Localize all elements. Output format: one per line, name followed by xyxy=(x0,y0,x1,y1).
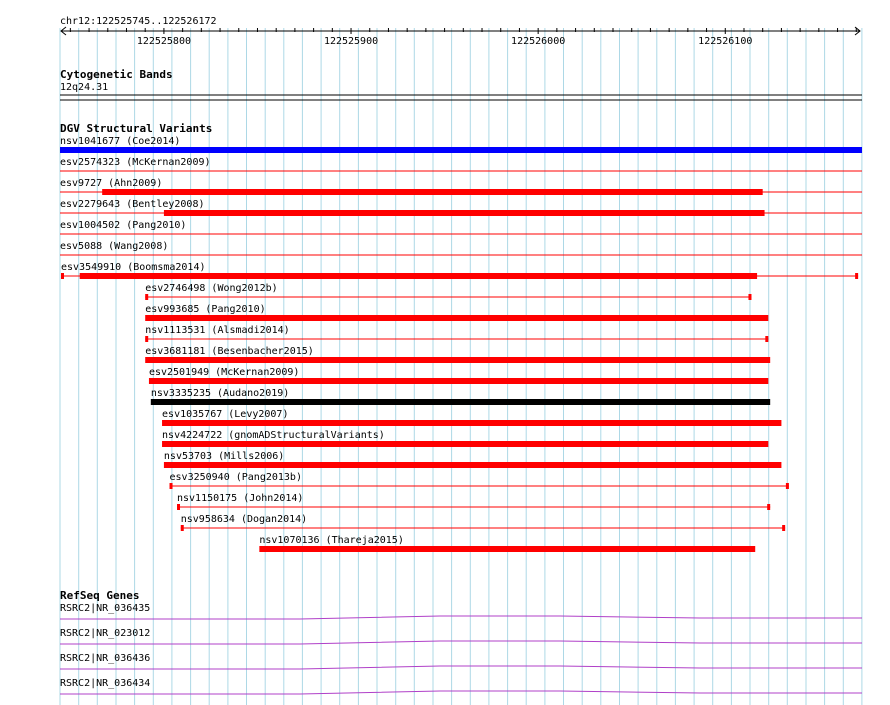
refseq-title: RefSeq Genes xyxy=(60,589,140,602)
dgv-feature[interactable] xyxy=(162,430,768,447)
refseq-gene-line xyxy=(60,641,862,644)
dgv-feature-label: esv2574323 (McKernan2009) xyxy=(60,157,211,168)
dgv-feature[interactable] xyxy=(60,178,862,195)
dgv-feature-bar xyxy=(145,315,768,321)
refseq-gene-line xyxy=(60,616,862,619)
cytoband-track xyxy=(60,68,862,100)
refseq-gene[interactable] xyxy=(60,678,862,694)
dgv-feature-label: esv993685 (Pang2010) xyxy=(145,304,266,315)
dgv-feature-label: nsv3335235 (Audano2019) xyxy=(150,388,290,399)
dgv-feature-label: esv3681181 (Besenbacher2015) xyxy=(145,346,314,357)
dgv-feature[interactable] xyxy=(170,472,789,489)
dgv-feature-bar xyxy=(259,546,755,552)
dgv-feature-cap xyxy=(767,504,770,510)
dgv-feature[interactable] xyxy=(151,388,770,405)
dgv-feature[interactable] xyxy=(60,199,862,216)
dgv-feature[interactable] xyxy=(162,409,781,426)
dgv-feature-bar xyxy=(164,210,765,216)
refseq-gene-label: RSRC2|NR_023012 xyxy=(60,628,151,639)
refseq-track xyxy=(60,589,862,694)
dgv-feature-cap xyxy=(782,525,785,531)
dgv-feature[interactable] xyxy=(60,136,862,153)
dgv-feature[interactable] xyxy=(145,304,768,321)
refseq-gene[interactable] xyxy=(60,603,862,619)
dgv-feature-cap xyxy=(170,483,173,489)
dgv-feature-cap xyxy=(765,336,768,342)
dgv-feature[interactable] xyxy=(145,325,768,342)
refseq-gene-line xyxy=(60,691,862,694)
ruler xyxy=(60,16,860,47)
dgv-feature-bar xyxy=(80,273,757,279)
dgv-feature-cap xyxy=(145,336,148,342)
ruler-tick-label: 122526000 xyxy=(511,36,566,47)
dgv-feature-label: esv9727 (Ahn2009) xyxy=(60,178,163,189)
dgv-feature-label: nsv958634 (Dogan2014) xyxy=(180,514,308,525)
dgv-feature-label: nsv4224722 (gnomADStructuralVariants) xyxy=(162,430,385,441)
dgv-feature[interactable] xyxy=(164,451,781,468)
dgv-feature[interactable] xyxy=(145,283,751,300)
dgv-feature-bar xyxy=(145,357,770,363)
refseq-gene[interactable] xyxy=(60,653,862,669)
dgv-feature-label: nsv1041677 (Coe2014) xyxy=(60,136,181,147)
dgv-feature-cap xyxy=(177,504,180,510)
refseq-gene[interactable] xyxy=(60,628,862,644)
dgv-feature-label: esv3549910 (Boomsma2014) xyxy=(61,262,206,273)
ruler-tick-label: 122525800 xyxy=(136,36,192,47)
dgv-feature-label: esv3250940 (Pang2013b) xyxy=(169,472,302,483)
dgv-track xyxy=(60,122,862,552)
dgv-feature-label: esv5088 (Wang2008) xyxy=(60,241,169,252)
ruler-tick-label: 122526100 xyxy=(698,36,753,47)
ruler-tick-label: 122525900 xyxy=(323,36,379,47)
dgv-feature-label: esv2279643 (Bentley2008) xyxy=(60,199,205,210)
refseq-gene-label: RSRC2|NR_036434 xyxy=(60,678,151,689)
dgv-feature-bar xyxy=(151,399,770,405)
refseq-gene-label: RSRC2|NR_036436 xyxy=(60,653,151,664)
dgv-feature-cap xyxy=(748,294,751,300)
dgv-feature-label: esv1004502 (Pang2010) xyxy=(60,220,187,231)
dgv-feature-bar xyxy=(102,189,763,195)
dgv-feature-bar xyxy=(60,147,862,153)
dgv-feature-label: nsv1150175 (John2014) xyxy=(177,493,304,504)
dgv-feature-cap xyxy=(61,273,64,279)
dgv-feature-cap xyxy=(145,294,148,300)
dgv-feature[interactable] xyxy=(60,157,862,171)
location-label: chr12:122525745..122526172 xyxy=(60,16,217,27)
dgv-feature[interactable] xyxy=(177,493,770,510)
dgv-feature-label: nsv53703 (Mills2006) xyxy=(163,451,285,462)
dgv-feature[interactable] xyxy=(145,346,770,363)
dgv-feature-label: esv2746498 (Wong2012b) xyxy=(145,283,278,294)
dgv-feature-label: nsv1113531 (Alsmadi2014) xyxy=(145,325,290,336)
dgv-feature-bar xyxy=(162,420,781,426)
refseq-gene-label: RSRC2|NR_036435 xyxy=(60,603,151,614)
dgv-feature-label: esv2501949 (McKernan2009) xyxy=(148,367,300,378)
dgv-feature[interactable] xyxy=(61,262,858,279)
dgv-title: DGV Structural Variants xyxy=(60,122,213,135)
dgv-feature-bar xyxy=(162,441,768,447)
dgv-feature-cap xyxy=(786,483,789,489)
cytoband-title: Cytogenetic Bands xyxy=(60,68,173,81)
dgv-feature-cap xyxy=(855,273,858,279)
dgv-feature-label: esv1035767 (Levy2007) xyxy=(162,409,289,420)
dgv-feature[interactable] xyxy=(60,220,862,234)
dgv-feature-bar xyxy=(149,378,768,384)
refseq-gene-line xyxy=(60,666,862,669)
dgv-feature[interactable] xyxy=(60,241,862,255)
dgv-feature-cap xyxy=(181,525,184,531)
cytoband-label: 12q24.31 xyxy=(60,82,109,93)
dgv-feature-label: nsv1070136 (Thareja2015) xyxy=(259,535,404,546)
dgv-feature-bar xyxy=(164,462,781,468)
